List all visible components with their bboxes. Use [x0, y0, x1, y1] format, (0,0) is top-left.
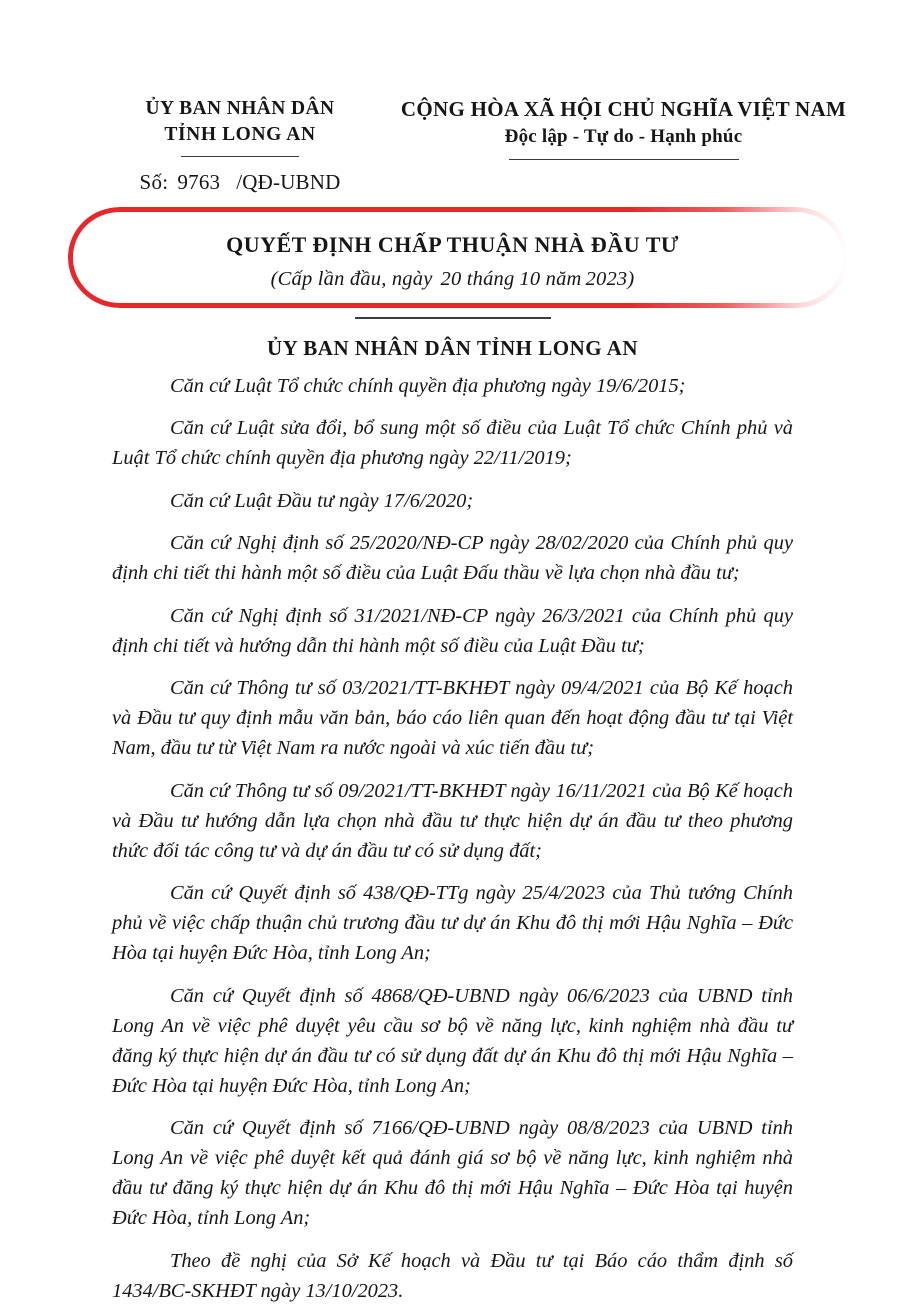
subtitle-prefix: (Cấp lần đầu, ngày [270, 268, 433, 291]
nation-name: CỘNG HÒA XÃ HỘI CHỦ NGHĨA VIỆT NAM [400, 97, 847, 121]
national-heading-block [390, 96, 857, 160]
body-paragraph: Căn cứ Luật Tổ chức chính quyền địa phương ngày 19/6/2015; [170, 375, 686, 397]
body-paragraph: Căn cứ Quyết định số 438/QĐ-TTg ngày 25/4/2023 của Thủ tướng Chính phủ về việc chấp thuận chủ trương đầu tư dự án Khu đô thị mới Hậu Nghĩa – Đức Hòa tại huyện Đức Hòa, tỉnh Long An; [112, 882, 793, 965]
body-paragraph: Căn cứ Thông tư số 09/2021/TT-BKHĐT ngày 16/11/2021 của Bộ Kế hoạch và Đầu tư hướng dẫn lựa chọn nhà đầu tư thực hiện dự án đầu tư theo phương thức đối tác công tư và dự án đầu tư có sử dụng đất; [112, 779, 793, 862]
title-divider [355, 317, 551, 319]
body-paragraph: Căn cứ Nghị định số 31/2021/NĐ-CP ngày 26/3/2021 của Chính phủ quy định chi tiết và hướng dẫn thi hành một số điều của Luật Đầu tư; [112, 604, 793, 657]
title-block [0, 232, 905, 361]
body-paragraph: Căn cứ Thông tư số 03/2021/TT-BKHĐT ngày 09/4/2021 của Bộ Kế hoạch và Đầu tư quy định mẫu văn bản, báo cáo liên quan đến hoạt động đầu tư tại Việt Nam, đầu tư từ Việt Nam ra nước ngoài và xúc tiến đầu tư; [112, 677, 793, 760]
issuing-body-divider [181, 156, 299, 157]
issuing-body-line-2: TỈNH LONG AN [164, 123, 316, 145]
document-number-label: Số: [139, 170, 169, 195]
document-number-line [90, 170, 390, 195]
national-motto-divider [509, 159, 739, 160]
title-subtitle [0, 268, 905, 291]
body-paragraph: Căn cứ Quyết định số 7166/QĐ-UBND ngày 08/8/2023 của UBND tỉnh Long An về việc phê duyệt kết quả đánh giá sơ bộ về năng lực, kinh nghiệm nhà đầu tư đăng ký thực hiện dự án Khu đô thị mới Hậu Nghĩa – Đức Hòa tại huyện Đức Hòa, tỉnh Long An; [112, 1117, 793, 1230]
page-title: QUYẾT ĐỊNH CHẤP THUẬN NHÀ ĐẦU TƯ [226, 232, 679, 257]
document-number-suffix: /QĐ-UBND [236, 170, 341, 195]
body-paragraph: Căn cứ Luật sửa đổi, bổ sung một số điều của Luật Tổ chức Chính phủ và Luật Tổ chức chính quyền địa phương ngày 22/11/2019; [112, 417, 793, 470]
issuer-heading: ỦY BAN NHÂN DÂN TỈNH LONG AN [266, 336, 639, 361]
document-body [112, 372, 793, 1307]
body-paragraph: Theo đề nghị của Sở Kế hoạch và Đầu tư tại Báo cáo thẩm định số 1434/BC-SKHĐT ngày 13/10/2023. [112, 1249, 793, 1302]
document-number-value: 9763 [177, 170, 221, 195]
body-paragraph: Căn cứ Nghị định số 25/2020/NĐ-CP ngày 28/02/2020 của Chính phủ quy định chi tiết thi hành một số điều của Luật Đấu thầu về lựa chọn nhà đầu tư; [112, 532, 793, 585]
document-header [0, 96, 905, 195]
subtitle-year: 2023) [585, 268, 635, 291]
subtitle-month: 10 năm [519, 268, 582, 291]
body-paragraph: Căn cứ Luật Đầu tư ngày 17/6/2020; [170, 489, 474, 512]
national-motto: Độc lập - Tự do - Hạnh phúc [504, 126, 743, 148]
issuing-body-block [90, 96, 390, 195]
body-paragraph: Căn cứ Quyết định số 4868/QĐ-UBND ngày 06/6/2023 của UBND tỉnh Long An về việc phê duyệt yêu cầu sơ bộ về năng lực, kinh nghiệm nhà đầu tư đăng ký thực hiện dự án đầu tư có sử dụng đất dự án Khu đô thị mới Hậu Nghĩa – Đức Hòa tại huyện Đức Hòa, tỉnh Long An; [112, 984, 793, 1097]
subtitle-day: 20 tháng [440, 268, 515, 291]
issuing-body-line-1: ỦY BAN NHÂN DÂN [145, 98, 335, 119]
